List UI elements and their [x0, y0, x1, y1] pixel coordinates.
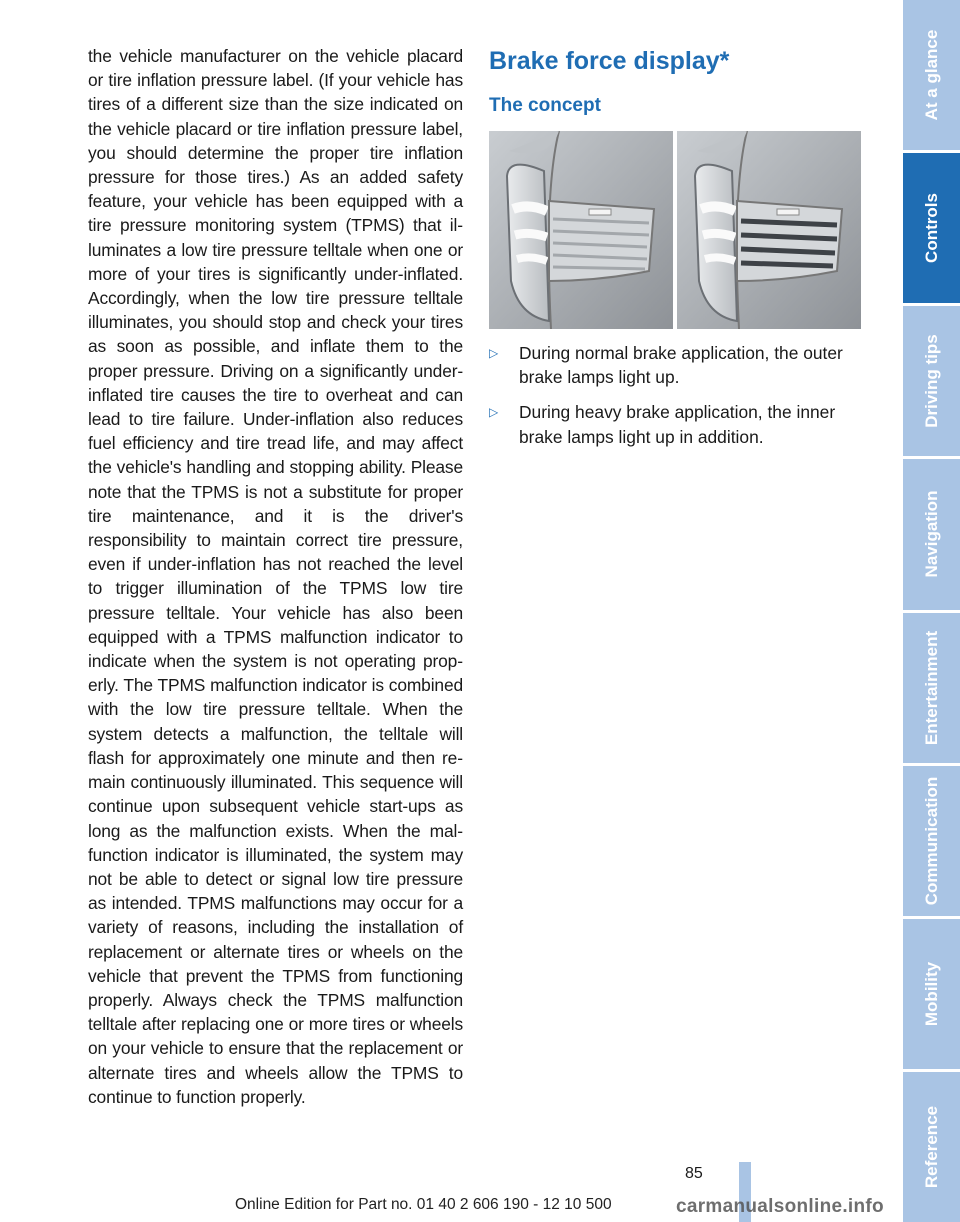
tab-label: Controls	[921, 193, 941, 264]
brake-lamp-figures	[489, 131, 861, 329]
tab-label: Communication	[921, 776, 941, 905]
body-paragraph: the vehicle manufacturer on the vehicle placard or tire inflation pressure label. (If your vehicle has tires of a different size than the size indicated on the vehicle placard or tire inflation pressure label, you should determine the proper tire inflation pressure for those tires.) As an added safety feature, your vehicle has been equipped with a tire pressure monitoring system (TPMS) that illuminates a low tire pressure telltale when one or more of your tires is significantly under-inflated. Accordingly, when the low tire pressure telltale illuminates, you should stop and check your tires as soon as possible, and inflate them to the proper pressure. Driving on a significantly under-inflated tire causes the tire to overheat and can lead to tire failure. Under-inflation also reduces fuel efficiency and tire tread life, and may affect the vehicle's handling and stopping ability. Please note that the TPMS is not a substitute for proper tire maintenance, and it is the driver's responsibility to maintain correct tire pressure, even if under-inflation has not reached the level to trigger illumination of the TPMS low tire pressure telltale. Your vehicle has also been equipped with a TPMS malfunction indicator to indicate when the system is not operating properly. The TPMS malfunction indicator is combined with the low tire pressure telltale. When the system detects a malfunction, the telltale will flash for approximately one minute and then remain continuously illuminated. This sequence will continue upon subsequent vehicle start-ups as long as the malfunction exists. When the malfunction indicator is illuminated, the system may not be able to detect or signal low tire pressure as intended. TPMS malfunctions may occur for a variety of reasons, including the installation of replacement or alternate tires or wheels on the vehicle that prevent the TPMS from functioning properly. Always check the TPMS malfunction telltale after replacing one or more tires or wheels on your vehicle to ensure that the replacement or alternate tires and wheels allow the TPMS to continue to function properly.	[88, 46, 463, 1107]
tab-communication[interactable]	[903, 766, 960, 916]
tab-at-a-glance[interactable]	[903, 0, 960, 150]
tab-mobility[interactable]	[903, 919, 960, 1069]
tab-label: Driving tips	[921, 334, 941, 429]
tab-controls[interactable]	[903, 153, 960, 303]
tab-driving-tips[interactable]	[903, 306, 960, 456]
tab-entertainment[interactable]	[903, 613, 960, 763]
normal-brake-lamp-illustration	[489, 131, 673, 329]
section-title: Brake force display*	[489, 47, 730, 75]
brake-lamp-bullet-list	[489, 341, 861, 449]
page-number: 85	[685, 1165, 703, 1182]
bullet-text: During normal brake application, the outer brake lamps light up.	[519, 343, 843, 388]
concept-subtitle: The concept	[489, 95, 601, 116]
list-item	[489, 341, 861, 389]
tab-label: At a glance	[921, 29, 941, 121]
bullet-text: During heavy brake application, the inner brake lamps light up in addition.	[519, 402, 836, 447]
tab-label: Navigation	[921, 490, 941, 578]
tab-label: Entertainment	[921, 630, 941, 745]
list-item	[489, 400, 861, 448]
tab-reference[interactable]	[903, 1072, 960, 1222]
footer-edition: Online Edition for Part no. 01 40 2 606 190 - 12 10 500	[235, 1196, 612, 1213]
triangle-bullet-icon: ▷	[489, 346, 499, 360]
watermark: carmanualsonline.info	[676, 1196, 884, 1217]
heavy-brake-lamp-illustration	[677, 131, 861, 329]
tab-label: Mobility	[921, 961, 941, 1026]
brake-force-section	[489, 44, 861, 460]
tab-navigation[interactable]	[903, 459, 960, 609]
chapter-tabs	[903, 0, 960, 1222]
triangle-bullet-icon: ▷	[489, 405, 499, 420]
tab-label: Reference	[921, 1105, 941, 1189]
